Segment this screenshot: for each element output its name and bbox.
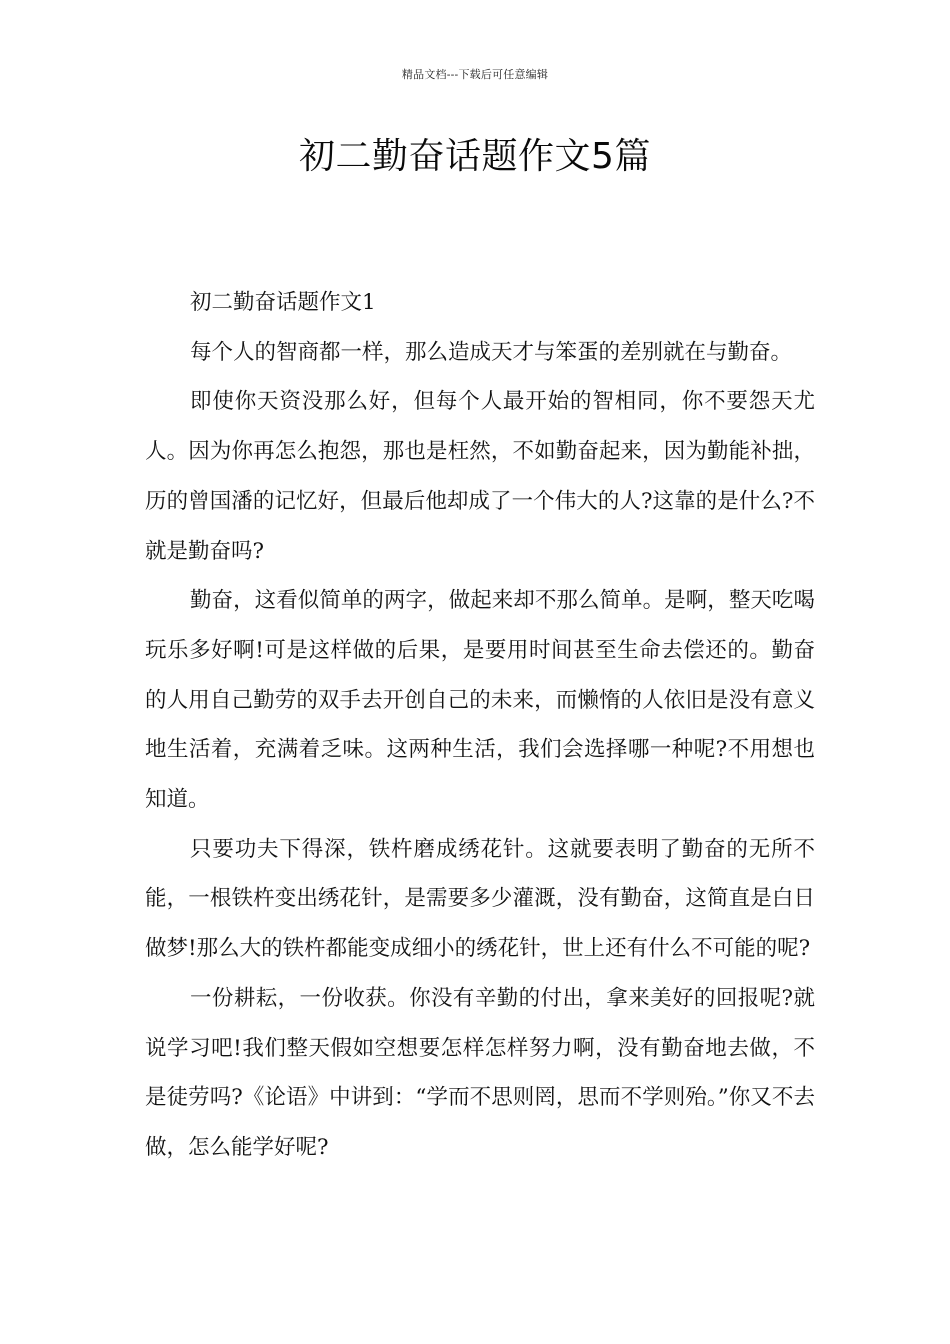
paragraph-1: 每个人的智商都一样，那么造成天才与笨蛋的差别就在与勤奋。 bbox=[190, 339, 793, 365]
paragraph-4: 只要功夫下得深，铁杵磨成绣花针。这就要表明了勤奋的无所不能，一根铁杵变出绣花针，是需要多少灌溉，没有勤奋，这简直是白日做梦!那么大的铁杵都能变成细小的绣花针，世上还有什么不可能的呢? bbox=[145, 836, 815, 962]
header-note: 精品文档---下载后可任意编辑 bbox=[401, 68, 549, 81]
paragraph-5: 一份耕耘，一份收获。你没有辛勤的付出，拿来美好的回报呢?就说学习吧!我们整天假如空想要怎样怎样努力啊，没有勤奋地去做，不是徒劳吗?《论语》中讲到：“学而不思则罔，思而不学则殆。”你又不去做，怎么能学好呢? bbox=[145, 985, 815, 1160]
section-heading: 初二勤奋话题作文1 bbox=[190, 290, 376, 315]
document-title: 初二勤奋话题作文5篇 bbox=[299, 136, 651, 177]
paragraph-2: 即使你天资没那么好，但每个人最开始的智相同，你不要怨天尤人。因为你再怎么抱怨，那也是枉然，不如勤奋起来，因为勤能补拙，历的曾国潘的记忆好，但最后他却成了一个伟大的人?这靠的是什么?不就是勤奋吗? bbox=[145, 389, 815, 564]
paragraph-3: 勤奋，这看似简单的两字，做起来却不那么简单。是啊，整天吃喝玩乐多好啊!可是这样做的后果，是要用时间甚至生命去偿还的。勤奋的人用自己勤劳的双手去开创自己的未来，而懒惰的人依旧是没有意义地生活着，充满着乏味。这两种生活，我们会选择哪一种呢?不用想也知道。 bbox=[145, 588, 815, 813]
article-body bbox=[145, 278, 815, 1173]
